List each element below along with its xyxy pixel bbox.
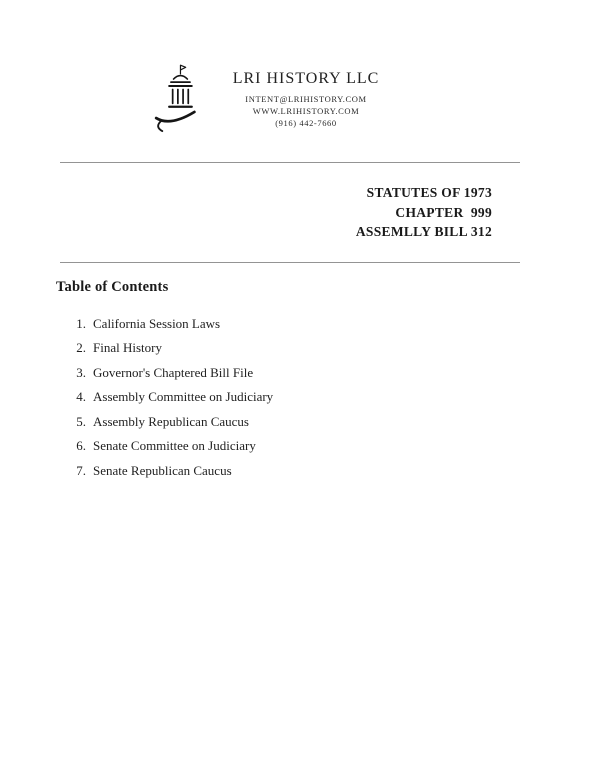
bill-line: ASSEMLLY BILL 312 (355, 224, 492, 239)
toc-item-label: Senate Committee on Judiciary (93, 438, 256, 453)
toc-item-number: 6. (76, 438, 86, 453)
company-website: WWW.LRIHISTORY.COM (252, 105, 360, 116)
toc-item-number: 1. (76, 315, 86, 331)
toc-item (68, 459, 600, 484)
toc-item-number: 4. (76, 389, 86, 404)
toc-item-label: Senate Republican Caucus (93, 462, 232, 478)
toc-item (68, 312, 600, 337)
toc-item-label: Assembly Republican Caucus (93, 413, 249, 429)
toc-item (68, 385, 600, 410)
divider-top (60, 162, 520, 163)
toc-title: Table of Contents (56, 278, 169, 295)
company-email: INTENT@LRIHISTORY.COM (245, 93, 367, 104)
toc-item (68, 434, 600, 459)
capitol-logo-icon (151, 60, 203, 138)
document-info (0, 183, 492, 242)
toc-item-label: Final History (93, 340, 162, 355)
toc-item (68, 336, 600, 361)
divider-bottom (60, 262, 520, 263)
toc-item (68, 361, 600, 386)
toc-item-number: 2. (76, 340, 86, 355)
company-name: LRI HISTORY LLC (232, 69, 380, 87)
chapter-line: CHAPTER 999 (395, 204, 492, 220)
toc-item-label: Assembly Committee on Judiciary (93, 389, 274, 404)
toc-list (56, 312, 600, 484)
statutes-line: STATUTES OF 1973 (366, 185, 492, 200)
toc-item-number: 3. (76, 364, 86, 380)
letterhead-text (233, 70, 380, 129)
toc-item (68, 410, 600, 435)
toc-item-label: Governor's Chaptered Bill File (93, 364, 254, 380)
toc-item-label: California Session Laws (93, 315, 221, 331)
letterhead (0, 0, 530, 138)
toc-item-number: 7. (76, 462, 86, 478)
toc-item-number: 5. (76, 413, 86, 429)
company-phone: (916) 442-7660 (275, 117, 337, 128)
table-of-contents (56, 279, 600, 484)
